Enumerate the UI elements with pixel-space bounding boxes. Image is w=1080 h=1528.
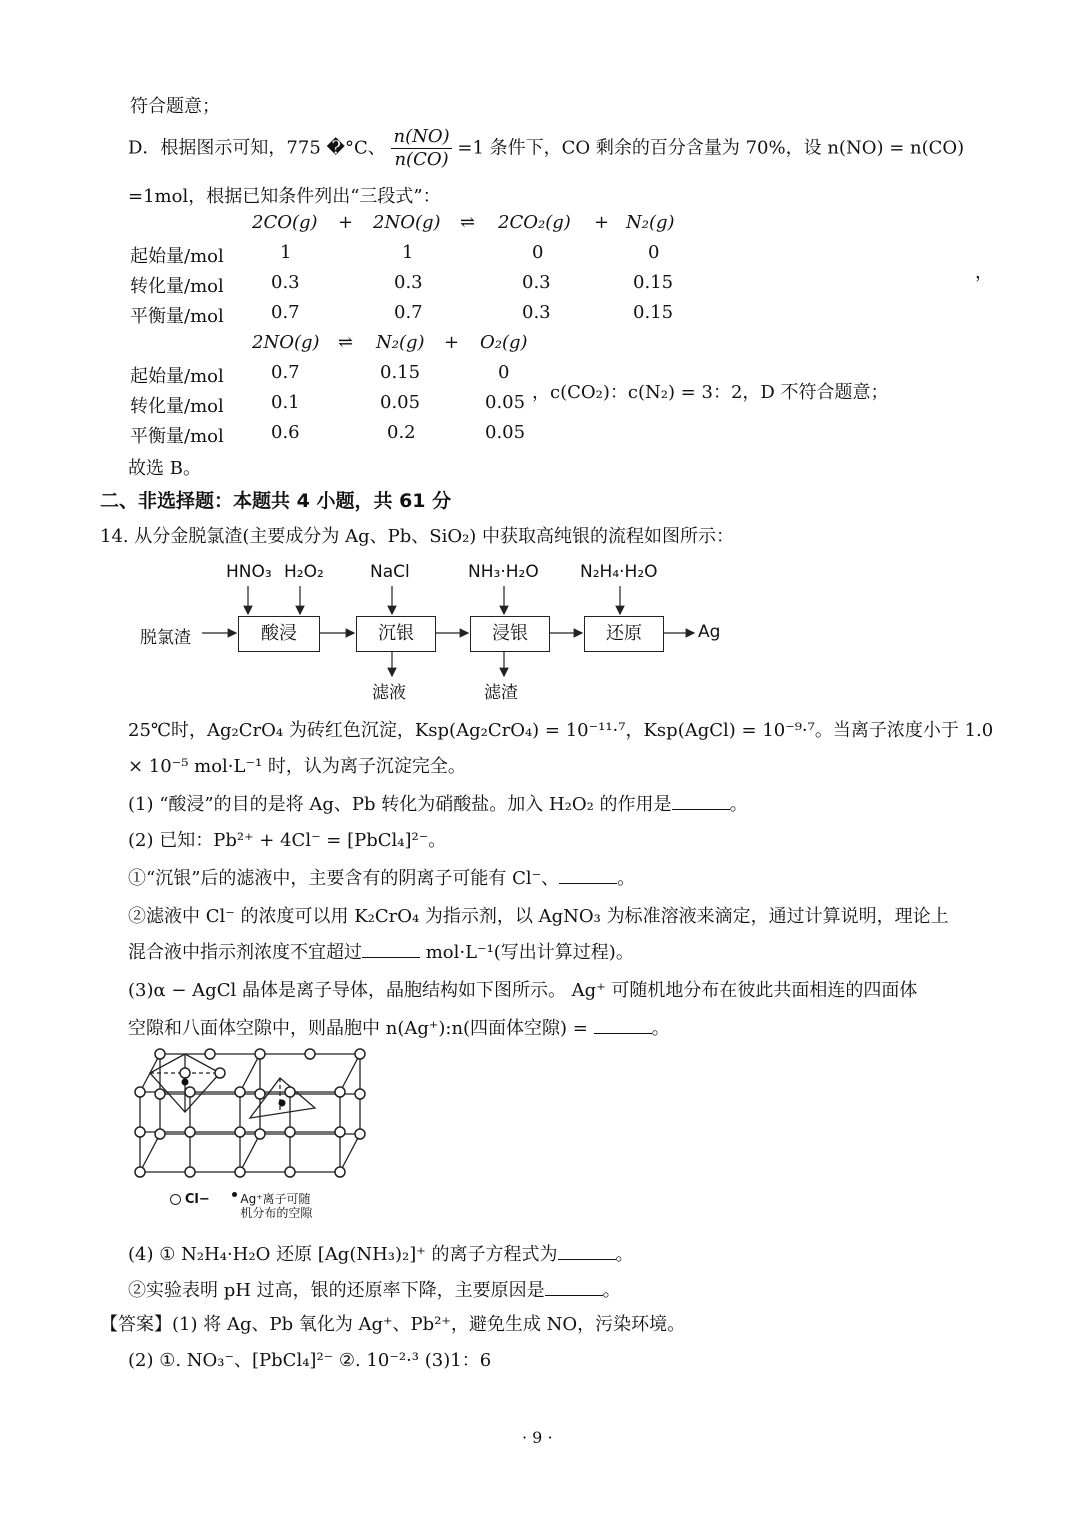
table-header-cell: ⇌: [460, 212, 476, 233]
table-cell: 0: [498, 362, 510, 383]
figure-legend: [170, 1192, 312, 1220]
option-d-prefix: D．根据图示可知，775 �°C、: [128, 137, 386, 159]
table-header-cell: ⇌: [338, 332, 354, 353]
table-row-label: 起始量/mol: [130, 246, 224, 267]
unit-cell-drawing: [130, 1048, 370, 1188]
table-header-cell: +: [594, 212, 610, 233]
table-cell: 0.15: [633, 272, 674, 293]
table-cell: 0.3: [394, 272, 423, 293]
flow-start-label: 脱氯渣: [140, 628, 191, 648]
answer-blank[interactable]: [559, 867, 617, 884]
output-label: 滤渣: [484, 683, 518, 703]
flow-step-reduce: 还原: [584, 616, 664, 652]
table-cell: 0.7: [394, 302, 423, 323]
fraction-numerator: n(NO): [393, 126, 450, 147]
question-part-3-line1: (3)α − AgCl 晶体是离子导体，晶胞结构如下图所示。 Ag⁺ 可随机地分布在彼此共面相连的四面体: [128, 980, 918, 1001]
period: 。: [651, 1018, 670, 1039]
table-header-cell: +: [444, 332, 460, 353]
comma: ，: [975, 262, 993, 283]
answer-blank[interactable]: [594, 1017, 652, 1034]
option-d-line: [128, 126, 964, 174]
output-label: 滤液: [372, 683, 406, 703]
legend-chloride-label: Cl−: [184, 1192, 210, 1207]
table-cell: 1: [280, 242, 292, 263]
flow-step-precipitate-silver: 沉银: [356, 616, 436, 652]
ratio-fraction: [391, 126, 451, 171]
answer-blank[interactable]: [545, 1279, 603, 1296]
table-header-cell: +: [338, 212, 354, 233]
answer-blank[interactable]: [558, 1243, 616, 1260]
text-line: 符合题意；: [130, 96, 220, 117]
table-cell: 0.1: [271, 392, 300, 413]
table-cell: 0.7: [271, 362, 300, 383]
legend-void-label: [240, 1192, 312, 1220]
table-cell: 0.05: [485, 392, 526, 413]
crystal-structure-figure: [130, 1048, 370, 1228]
part-2b-unit: mol·L⁻¹(写出计算过程)。: [425, 942, 634, 963]
choice-conclusion: 故选 B。: [128, 458, 201, 479]
table-row-label: 转化量/mol: [130, 276, 224, 297]
part-3-text: 空隙和八面体空隙中，则晶胞中 n(Ag⁺):n(四面体空隙) =: [128, 1018, 588, 1039]
reagent-label: H₂O₂: [284, 562, 324, 582]
question-stem: 14. 从分金脱氯渣(主要成分为 Ag、Pb、SiO₂) 中获取高纯银的流程如图所示：: [100, 526, 735, 547]
table-cell: 0.05: [380, 392, 421, 413]
info-line-2: × 10⁻⁵ mol·L⁻¹ 时，认为离子沉淀完全。: [128, 756, 466, 777]
period: 。: [729, 794, 748, 815]
void-legend-icon: [232, 1192, 237, 1197]
question-part-2b-line1: ②滤液中 Cl⁻ 的浓度可以用 K₂CrO₄ 为指示剂，以 AgNO₃ 为标准溶液来滴定，通过计算说明，理论上: [128, 906, 949, 927]
part-2b-text: 混合液中指示剂浓度不宜超过: [128, 942, 362, 963]
flow-step-leach-silver: 浸银: [470, 616, 550, 652]
info-line-1: 25℃时，Ag₂CrO₄ 为砖红色沉淀，Ksp(Ag₂CrO₄) = 10⁻¹¹·⁷，Ksp(AgCl) = 10⁻⁹·⁷。当离子浓度小于 1.0: [128, 720, 994, 741]
legend-void-line2: 机分布的空隙: [240, 1206, 313, 1220]
table-cell: 0.6: [271, 422, 300, 443]
part-4b-text: ②实验表明 pH 过高，银的还原率下降，主要原因是: [128, 1280, 545, 1301]
answer-blank[interactable]: [362, 941, 420, 958]
table-cell: 0.3: [271, 272, 300, 293]
question-part-1: [128, 790, 748, 816]
table-cell: 0.15: [380, 362, 421, 383]
table-header-cell: O₂(g): [480, 332, 528, 353]
answer-line-2: (2) ①. NO₃⁻、[PbCl₄]²⁻ ②. 10⁻²·³ (3)1：6: [128, 1350, 492, 1371]
three-stage-table-1: [130, 212, 830, 332]
part-2a-text: ①“沉银”后的滤液中，主要含有的阴离子可能有 Cl⁻、: [128, 868, 560, 889]
part-1-text: (1) “酸浸”的目的是将 Ag、Pb 转化为硝酸盐。加入 H₂O₂ 的作用是: [128, 794, 672, 815]
three-stage-table-2: [130, 332, 550, 452]
question-part-2: (2) 已知：Pb²⁺ + 4Cl⁻ = [PbCl₄]²⁻。: [128, 830, 447, 851]
table-cell: 0.7: [271, 302, 300, 323]
period: 。: [617, 868, 636, 889]
period: 。: [615, 1244, 634, 1265]
table-cell: 1: [402, 242, 414, 263]
table-row-label: 起始量/mol: [130, 366, 224, 387]
reagent-label: NH₃·H₂O: [468, 562, 539, 582]
table-header-cell: 2CO(g): [252, 212, 318, 233]
table-cell: 0.15: [633, 302, 674, 323]
process-flow-diagram: [130, 558, 750, 706]
legend-void-line1: Ag⁺离子可随: [240, 1192, 311, 1206]
table-header-cell: N₂(g): [376, 332, 425, 353]
section-title: 二、非选择题：本题共 4 小题，共 61 分: [100, 490, 452, 512]
reagent-label: NaCl: [370, 562, 410, 582]
table-cell: 0.3: [522, 302, 551, 323]
table-cell: 0.05: [485, 422, 526, 443]
question-part-4b: [128, 1276, 621, 1302]
table-row-label: 平衡量/mol: [130, 306, 224, 327]
table-header-cell: N₂(g): [626, 212, 675, 233]
table-row-label: 平衡量/mol: [130, 426, 224, 447]
fraction-denominator: n(CO): [394, 149, 449, 170]
ratio-conclusion: ，c(CO₂)：c(N₂) = 3：2，D 不符合题意；: [532, 382, 889, 403]
table-row-label: 转化量/mol: [130, 396, 224, 417]
flow-end-label: Ag: [698, 622, 721, 642]
table-cell: 0: [648, 242, 660, 263]
reagent-label: HNO₃: [226, 562, 272, 582]
table-header-cell: 2NO(g): [373, 212, 441, 233]
table-header-cell: 2CO₂(g): [498, 212, 571, 233]
answer-blank[interactable]: [672, 793, 730, 810]
text-line: =1mol，根据已知条件列出“三段式”：: [128, 186, 441, 207]
reagent-label: N₂H₄·H₂O: [580, 562, 658, 582]
question-part-3-line2: [128, 1014, 670, 1040]
table-cell: 0.2: [387, 422, 416, 443]
question-part-2a: [128, 864, 635, 890]
table-header-cell: 2NO(g): [252, 332, 320, 353]
option-d-suffix: =1 条件下，CO 剩余的百分含量为 70%，设 n(NO) = n(CO): [457, 137, 965, 159]
part-4a-text: (4) ① N₂H₄·H₂O 还原 [Ag(NH₃)₂]⁺ 的离子方程式为: [128, 1244, 558, 1265]
question-part-2b-line2: [128, 938, 634, 964]
period: 。: [602, 1280, 621, 1301]
chloride-legend-icon: [170, 1194, 181, 1205]
table-cell: 0: [532, 242, 544, 263]
page-number: · 9 ·: [522, 1428, 553, 1447]
answer-line-1: 【答案】(1) 将 Ag、Pb 氧化为 Ag⁺、Pb²⁺，避免生成 NO，污染环境。: [100, 1314, 686, 1335]
question-part-4a: [128, 1240, 634, 1266]
flow-step-acid-leach: 酸浸: [238, 616, 320, 652]
table-cell: 0.3: [522, 272, 551, 293]
